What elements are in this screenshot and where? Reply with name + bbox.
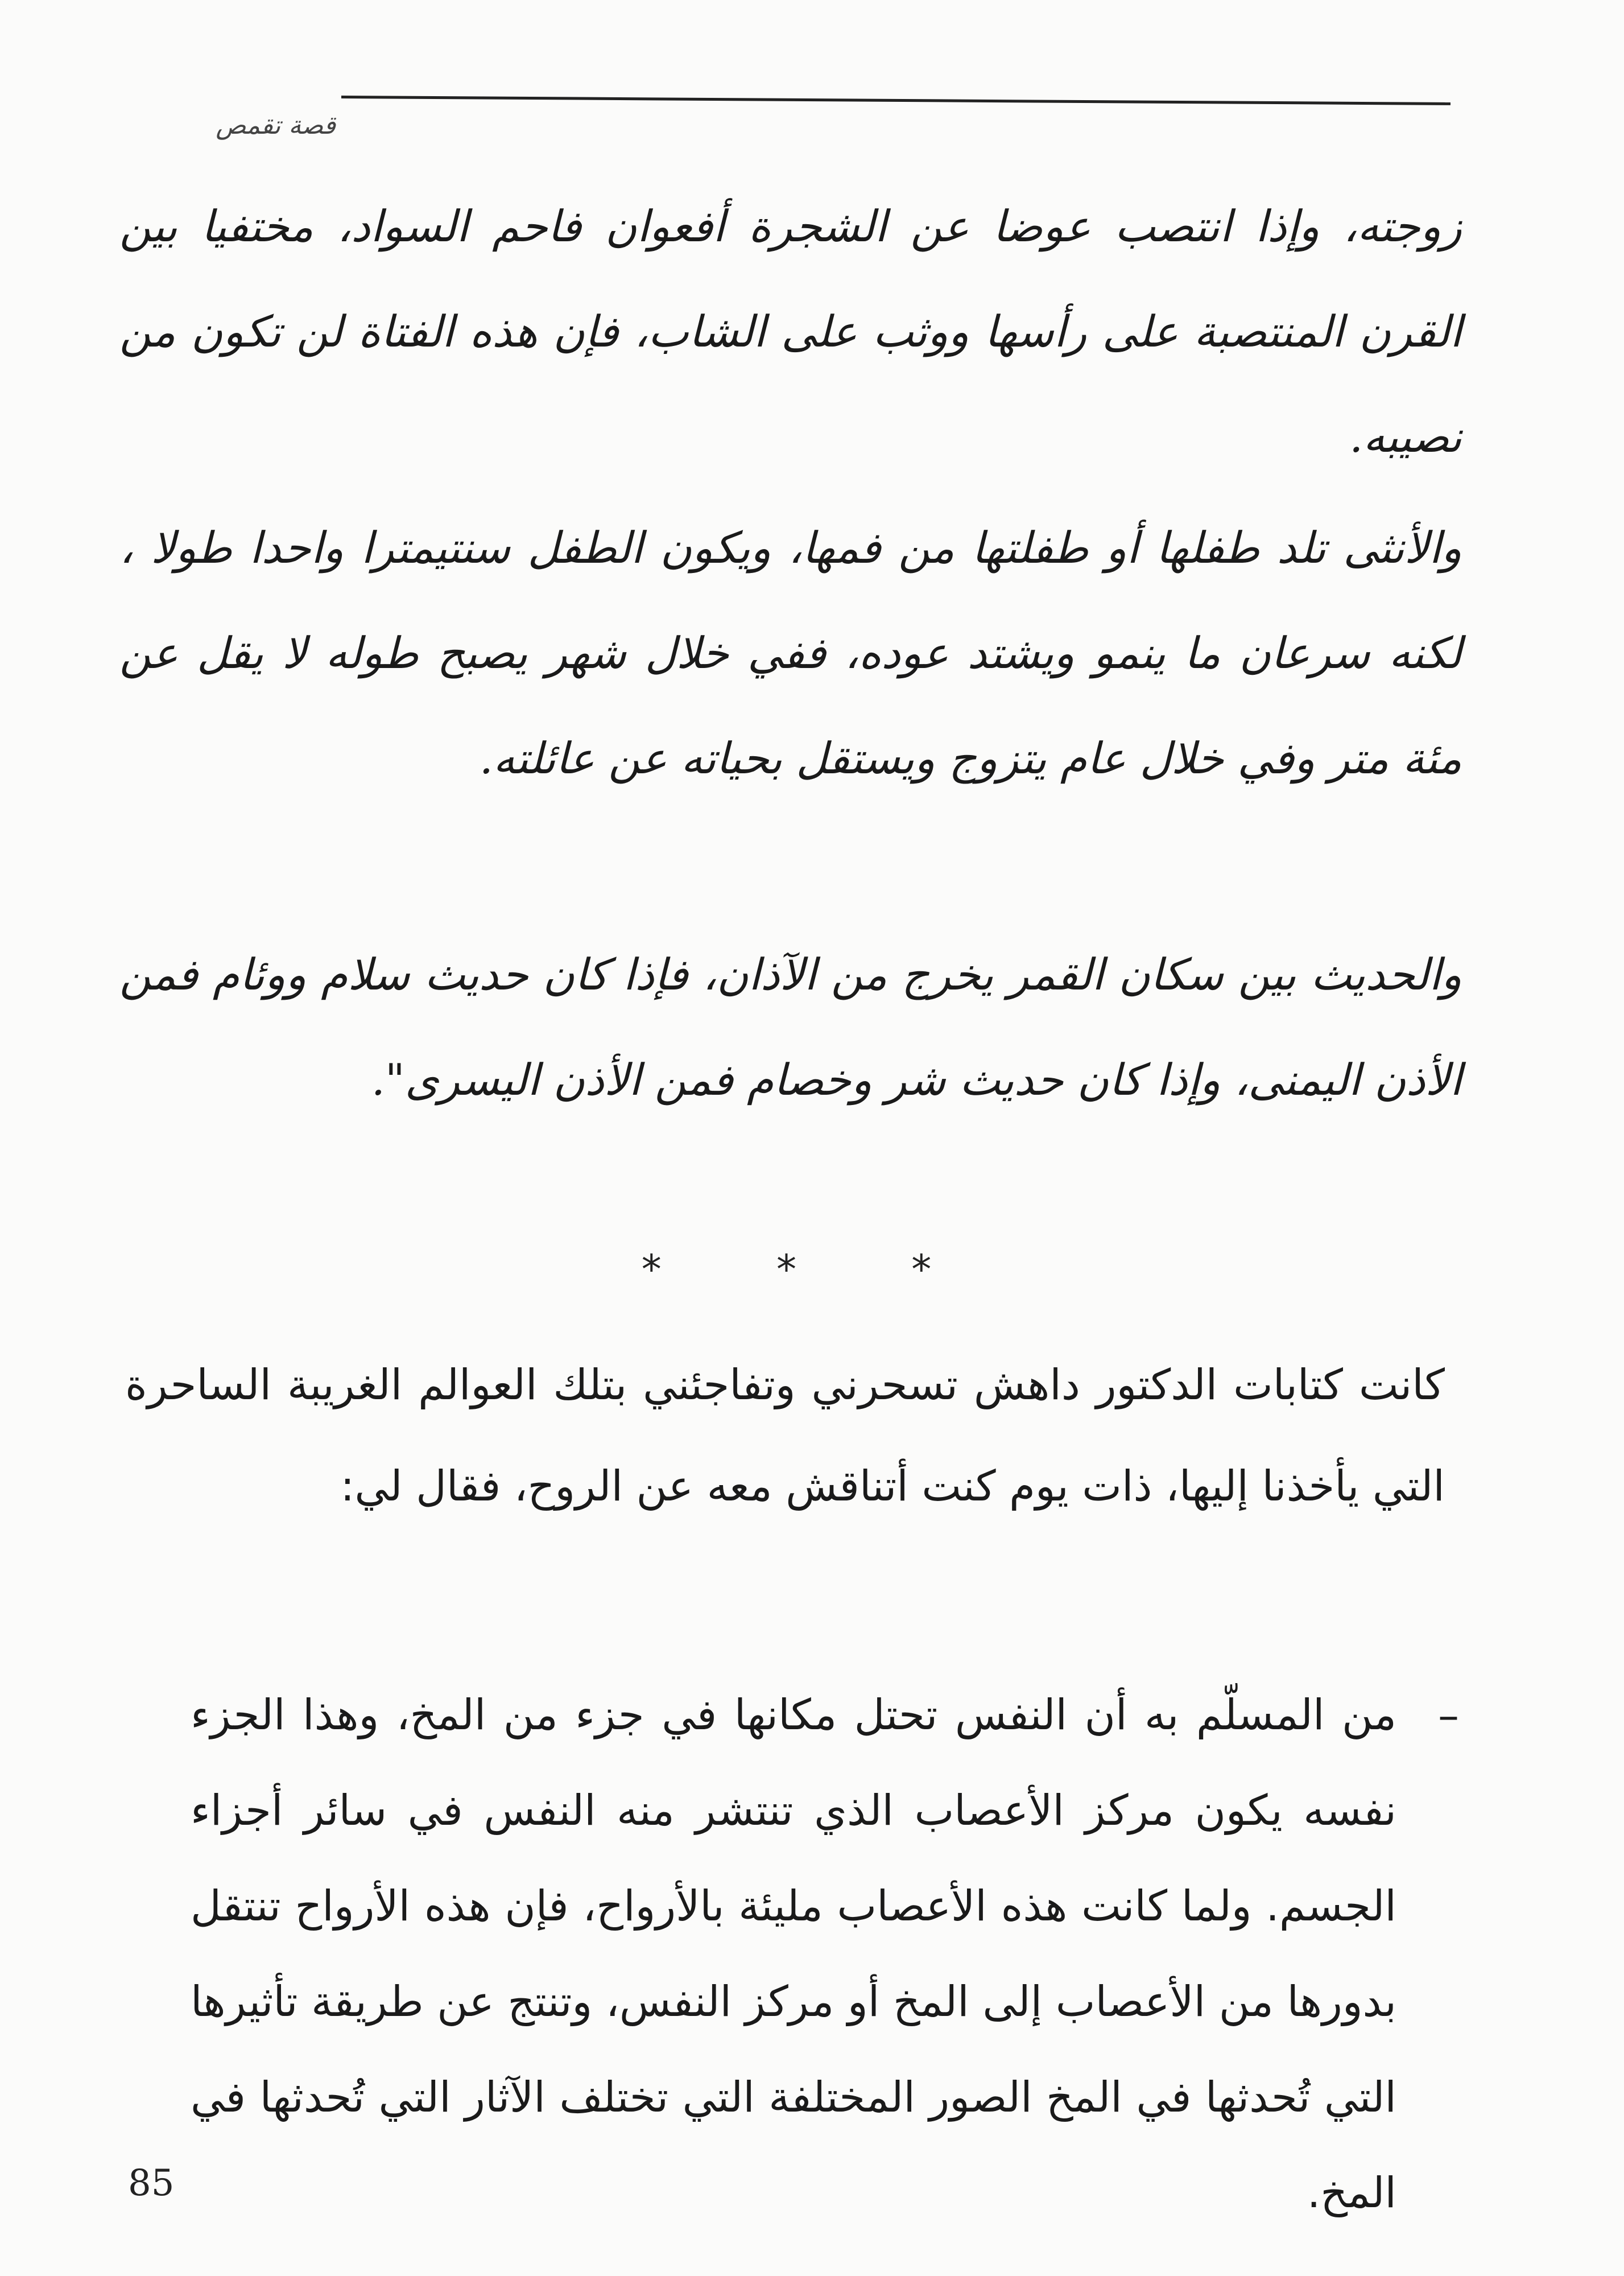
running-title: قصة تقمص <box>216 111 336 140</box>
page-number: 85 <box>128 2162 175 2204</box>
narration-paragraph: كانت كتابات الدكتور داهش تسحرني وتفاجئني بتلك العوالم الغريبة الساحرة التي يأخذنا إليها، ذات يوم كنت أتناقش معه عن الروح، فقال لي: <box>125 1360 1445 1511</box>
quote-paragraph-1: زوجته، وإذا انتصب عوضا عن الشجرة أفعوان فاحم السواد، مختفيا بين القرن المنتصبة على رأسها ووثب على الشاب، فإن هذه الفتاة لن تكون من نصيبه. <box>119 201 1462 462</box>
dialogue-dash: – <box>1438 1691 1459 1740</box>
quote-paragraph-2: والأنثى تلد طفلها أو طفلتها من فمها، ويكون الطفل سنتيمترا واحدا طولا ، لكنه سرعان ما ينمو ويشتد عوده، ففي خلال شهر يصبح طوله لا يقل عن مئة متر وفي خلال عام يتزوج ويستقل بحياته عن عائلته. <box>119 522 1462 784</box>
dialogue-paragraph: من المسلّم به أن النفس تحتل مكانها في جزء من المخ، وهذا الجزء نفسه يكون مركز الأعصاب الذي تنتشر منه النفس في سائر أجزاء الجسم. ولما كانت هذه الأعصاب مليئة بالأرواح، فإن هذه الأرواح تنتقل بدورها من الأعصاب إلى المخ أو مركز النفس، وتنتج عن طريقة تأثيرها التي تُحدثها في المخ الصور المختلفة التي تختلف الآثار التي تُحدثها في المخ. <box>191 1690 1396 2217</box>
section-separator: * * * <box>641 1246 983 1293</box>
header-rule <box>341 96 1451 105</box>
quote-paragraph-3: والحديث بين سكان القمر يخرج من الآذان، فإذا كان حديث سلام ووئام فمن الأذن اليمنى، وإذا كان حديث شر وخصام فمن الأذن اليسرى". <box>119 949 1462 1105</box>
